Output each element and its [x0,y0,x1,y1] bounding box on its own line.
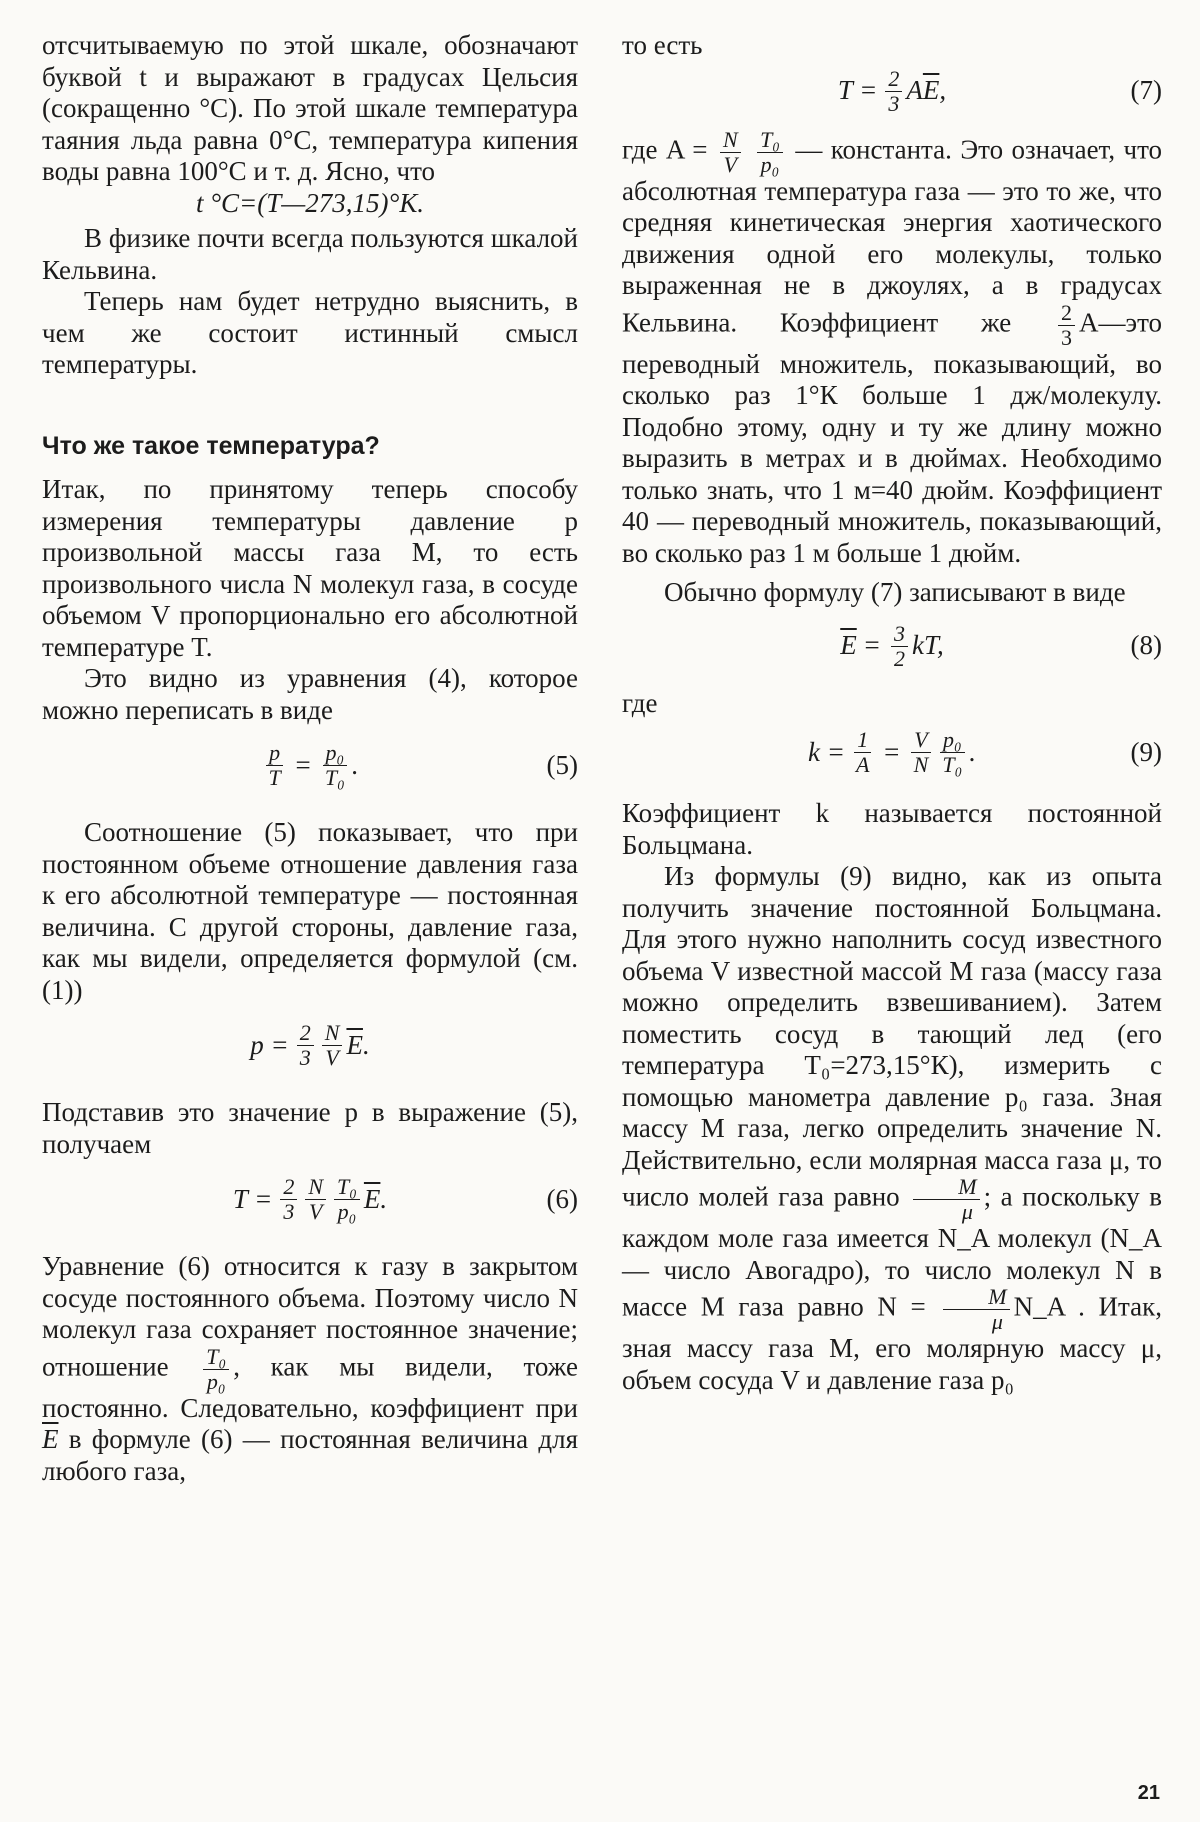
equation-8: $\overline{E}$ = $\frac{3}{2}$ kT, (8) [840,620,1162,671]
paragraph: Теперь нам будет нетрудно выяснить, в чем же состоит истинный смысл температуры. [42,286,578,379]
paragraph: где [622,687,658,718]
equation-5: $\frac{p}{T}$ = $\frac{\text{p₀}}{\text{T₀}}$ . (5) [42,742,578,789]
paragraph: В физике почти всегда пользуются шкалой Кельвина. [42,223,578,285]
paragraph: Соотношение (5) показывает, что при постоянном объеме отношение давления газа к его абсолютной температуре — постоянная величина. С другой стороны, давление газа, как мы видели, определяется формулой (см. (1)) [42,817,578,1005]
paragraph: Обычно формулу (7) записывают в виде [664,577,1126,607]
equation-7: T = $\frac{2}{3}$ A $\overline{E}$ , (7) [837,65,1162,116]
left-column [42,30,578,1487]
paragraph: Это видно из уравнения (4), которое можно переписать в виде [42,663,578,725]
paragraph: Подставив это значение p в выражение (5), получаем [42,1097,578,1159]
paragraph: то есть [622,30,703,60]
section-heading: Что же такое температура? [42,431,380,460]
paragraph: Из формулы (9) видно, как из опыта получить значение постоянной Больцмана. Для этого нужно наполнить сосуд известного объема V известной массой M газа (массу газа можно определить взвешиванием). Затем поместить сосуд в тающий лед (его температура T₀=273,15°К), измерить с помощью манометра давление p₀ газа. Зная массу M газа, легко определить значение N. Действительно, если молярная масса газа μ, то число молей газа равно $\frac{M}{\mu}$ ; а поскольку в каждом моле газа имеется N_A молекул (N_A — число Авогадро), то число молекул N в массе M газа равно N = $\frac{M}{\mu}$ N_A . Итак, зная массу газа M, его молярную массу μ, объем сосуда V и давление газа p₀ [622,861,1162,1395]
paragraph: Коэффициент k называется постоянной Больцмана. [622,798,1162,860]
equation-6: T = $\frac{2}{3}$ $\frac{N}{V}$ $\frac{\text{T₀}}{\text{p₀}}$ $\overline{E}$ . (6) [232,1174,578,1224]
paragraph: Итак, по принятому теперь способу измерения температуры давление p произвольной массы газа M, то есть произвольного числа N молекул газа, в сосуде объемом V пропорционально его абсолютной температуре T. [42,474,578,662]
right-column [622,30,1162,1396]
equation-1: p = $\frac{2}{3}$ $\frac{N}{V}$ $\overline{E}$ . [250,1020,370,1070]
paragraph: где A = $\frac{N}{V}$ $\frac{\text{T₀}}{\text{p₀}}$ — константа. Это означает, что абсолютная температура газа — это то же, что средняя кинетическая энергия хаотического движения одной его молекулы, только выраженная не в джоулях, а в градусах Кельвина. Коэффициент же $\frac{2}{3}$ A—это переводный множитель, показывающий, во сколько раз 1°К больше 1 дж/молекулу. Подобно этому, одну и ту же длину можно выразить в метрах и в дюймах. Необходимо только знать, что 1 м=40 дюйм. Коэффициент 40 — переводный множитель, показывающий, во сколько раз 1 м больше 1 дюйм. [622,126,1163,568]
paragraph: Уравнение (6) относится к газу в закрытом сосуде постоянного объема. Поэтому число N молекул газа сохраняет постоянное значение; отношение $\frac{\text{T₀}}{\text{p₀}}$ , как мы видели, тоже постоянно. Следовательно, коэффициент при $\overline{E}$ в формуле (6) — постоянная величина для любого газа, [42,1251,579,1486]
paragraph: отсчитываемую по этой шкале, обозначают буквой t и выражают в градусах Цельсия (сокращенно °С). По этой шкале температура таяния льда равна 0°С, температура кипения воды равна 100°С и т. д. Ясно, что [42,30,578,186]
equation-celsius: t °С=(T—273,15)°К. [195,187,424,218]
page-number: 21 [1137,1782,1160,1804]
equation-9: k = $\frac{1}{A}$ = $\frac{V}{N}$ $\frac{\text{p₀}}{\text{T₀}}$ . (9) [808,727,1162,777]
